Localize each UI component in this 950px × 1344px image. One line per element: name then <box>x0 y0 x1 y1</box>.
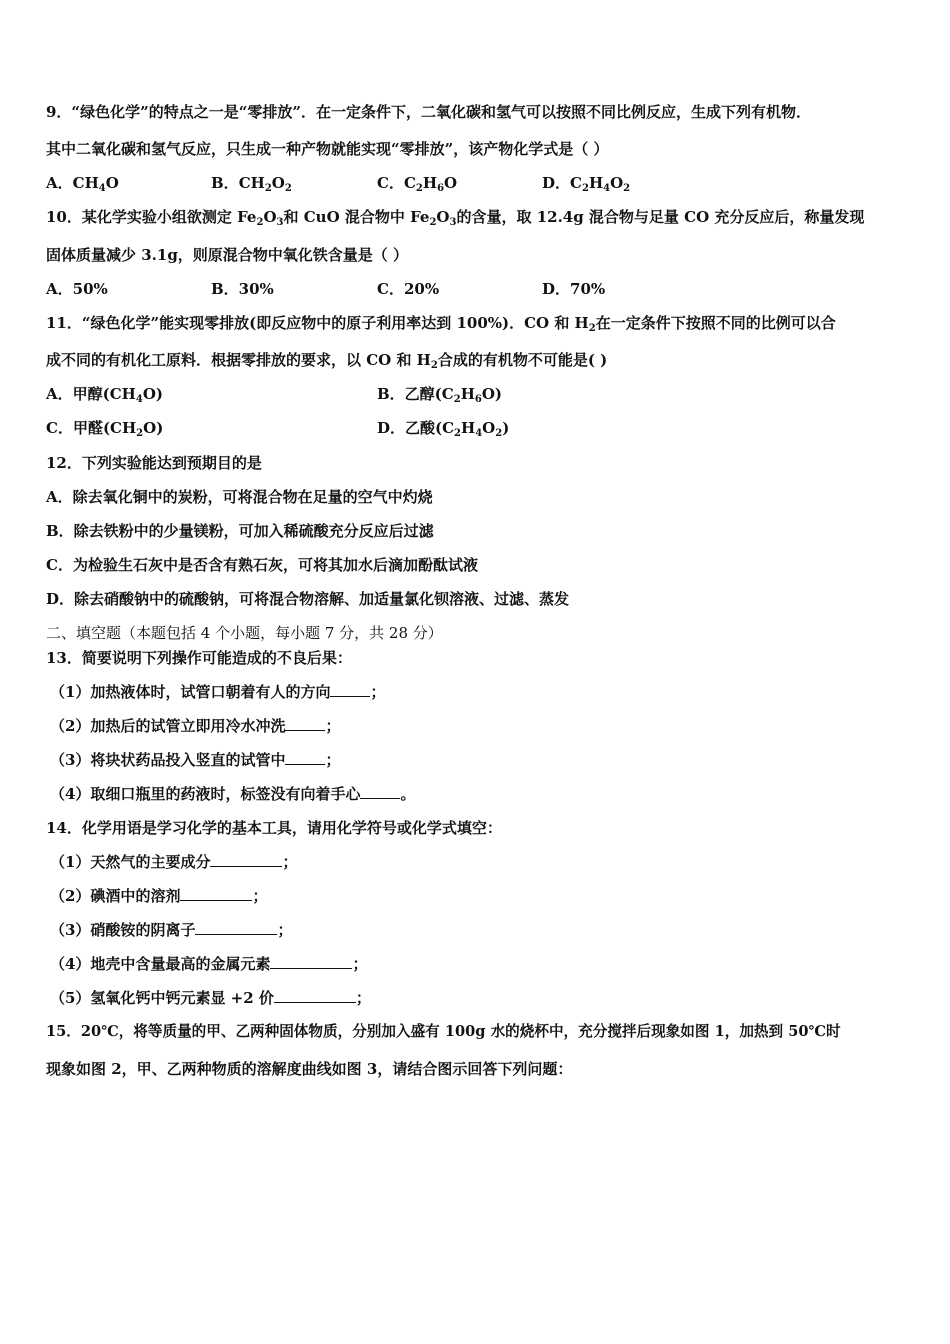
q15-line1: 15．20℃，将等质量的甲、乙两种固体物质，分别加入盛有 100g 水的烧杯中，充分搅拌后现象如图 1，加热到 50℃时 <box>46 1023 841 1040</box>
q10-option-d: D．70% <box>542 280 606 298</box>
q11-option-c: C．甲醛$(CH_2O)$ <box>46 419 164 439</box>
q10-option-b: B．30% <box>211 280 274 298</box>
q12-option-b: B．除去铁粉中的少量镁粉，可加入稀硫酸充分反应后过滤 <box>46 522 434 540</box>
q11-line2: 成不同的有机化工原料．根据零排放的要求，以 CO 和 $H_2$合成的有机物不可能是( ) <box>46 351 608 371</box>
answer-blank[interactable] <box>330 682 370 697</box>
q10-line1: 10．某化学实验小组欲测定 $Fe_2O_3$和 CuO 混合物中 $Fe_2O_3$的含量，取 12.4g 混合物与足量 CO 充分反应后，称量发现 <box>46 208 865 228</box>
q9-option-a: A．$CH_4O$ <box>46 174 119 194</box>
answer-blank[interactable] <box>180 886 252 901</box>
q11-option-a: A．甲醇$(CH_4O)$ <box>46 385 163 405</box>
q9-option-d: D．$C_2H_4O_2$ <box>542 174 631 194</box>
answer-blank[interactable] <box>195 920 277 935</box>
answer-blank[interactable] <box>210 852 282 867</box>
q14-item-4: （4）地壳中含量最高的金属元素 ； <box>50 955 368 973</box>
q14-item-5: （5）氢氧化钙中钙元素显 +2 价 ； <box>50 989 371 1007</box>
answer-blank[interactable] <box>270 954 352 969</box>
answer-blank[interactable] <box>285 750 325 765</box>
q13-item-4: （4）取细口瓶里的药液时，标签没有向着手心 。 <box>50 785 416 803</box>
q13-item-3: （3）将块状药品投入竖直的试管中 ； <box>50 751 341 769</box>
q9-option-b: B．$CH_2O_2$ <box>211 174 292 194</box>
q11-line1: 11．“绿色化学”能实现零排放(即反应物中的原子利用率达到 100%)．CO 和 $H_2$在一定条件下按照不同的比例可以合 <box>46 314 836 334</box>
answer-blank[interactable] <box>285 716 325 731</box>
q11-option-b: B．乙醇$(C_2H_6O)$ <box>377 385 503 405</box>
q12-option-d: D．除去硝酸钠中的硫酸钠，可将混合物溶解、加适量氯化钡溶液、过滤、蒸发 <box>46 590 570 608</box>
q12-stem: 12．下列实验能达到预期目的是 <box>46 454 262 472</box>
q9-line1: 9．“绿色化学”的特点之一是“零排放”．在一定条件下，二氧化碳和氢气可以按照不同比例反应，生成下列有机物． <box>46 103 811 121</box>
q14-stem: 14．化学用语是学习化学的基本工具，请用化学符号或化学式填空： <box>46 819 502 837</box>
q14-item-2: （2）碘酒中的溶剂 ； <box>50 887 268 905</box>
section-heading: 二、填空题（本题包括 4 个小题，每小题 7 分，共 28 分） <box>46 624 443 642</box>
q13-item-1: （1）加热液体时，试管口朝着有人的方向 ； <box>50 683 386 701</box>
q9-option-c: C．$C_2H_6O$ <box>377 174 458 194</box>
q12-option-a: A．除去氧化铜中的炭粉，可将混合物在足量的空气中灼烧 <box>46 488 433 506</box>
q10-option-a: A．50% <box>46 280 108 298</box>
q12-option-c: C．为检验生石灰中是否含有熟石灰，可将其加水后滴加酚酞试液 <box>46 556 478 574</box>
q14-item-3: （3）硝酸铵的阴离子 ； <box>50 921 293 939</box>
q11-option-d: D．乙酸$(C_2H_4O_2)$ <box>377 419 510 439</box>
q15-line2: 现象如图 2，甲、乙两种物质的溶解度曲线如图 3，请结合图示回答下列问题： <box>46 1060 573 1078</box>
answer-blank[interactable] <box>360 784 400 799</box>
answer-blank[interactable] <box>274 988 356 1003</box>
q9-line2: 其中二氧化碳和氢气反应，只生成一种产物就能实现“零排放”，该产物化学式是（ ） <box>46 140 609 158</box>
q13-stem: 13．简要说明下列操作可能造成的不良后果： <box>46 649 352 667</box>
q10-option-c: C．20% <box>377 280 440 298</box>
q14-item-1: （1）天然气的主要成分 ； <box>50 853 298 871</box>
q10-line2: 固体质量减少 3.1g，则原混合物中氧化铁含量是（ ） <box>46 246 409 264</box>
q13-item-2: （2）加热后的试管立即用冷水冲洗 ； <box>50 717 341 735</box>
